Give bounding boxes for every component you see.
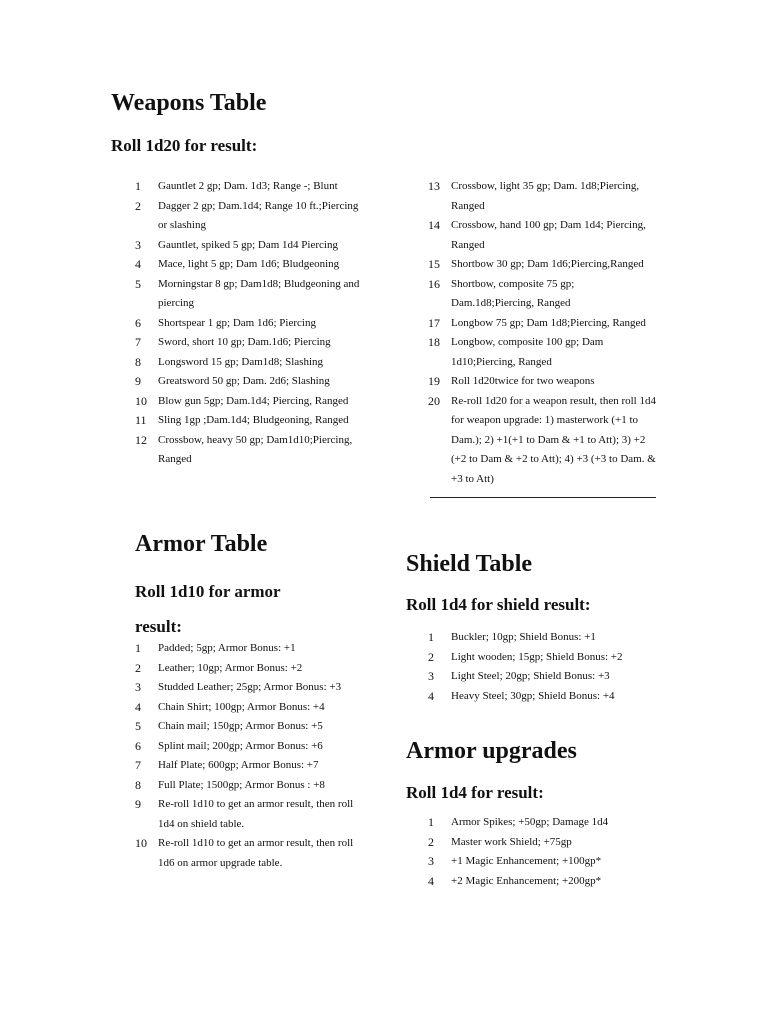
list-item (135, 333, 365, 353)
list-item (135, 795, 365, 834)
weapons-list-right (428, 177, 656, 489)
item-number: 11 (135, 413, 147, 427)
item-number: 5 (135, 719, 141, 733)
item-number: 10 (135, 393, 147, 408)
item-number: 4 (135, 257, 141, 271)
item-number: 2 (135, 660, 141, 675)
item-text: Full Plate; 1500gp; Armor Bonus : +8 (158, 778, 325, 791)
list-item (135, 776, 365, 796)
item-number: 8 (135, 354, 141, 369)
item-number: 8 (135, 777, 141, 792)
item-number: 7 (135, 335, 141, 349)
list-item (135, 717, 365, 737)
item-number: 17 (428, 315, 440, 330)
item-number: 3 (135, 680, 141, 694)
item-text: Chain Shirt; 100gp; Armor Bonus: +4 (158, 700, 325, 713)
item-text: Studded Leather; 25gp; Armor Bonus: +3 (158, 681, 342, 693)
item-text: Chain mail; 150gp; Armor Bonus: +5 (158, 720, 323, 732)
item-text: Armor Spikes; +50gp; Damage 1d4 (451, 816, 609, 828)
list-item (428, 333, 656, 372)
item-text: Crossbow, light 35 gp; Dam. 1d8;Piercing, Ranged (451, 180, 640, 212)
item-text: Sword, short 10 gp; Dam.1d6; Piercing (158, 336, 331, 348)
list-item (135, 659, 365, 679)
list-item (428, 255, 656, 275)
item-text: +1 Magic Enhancement; +100gp* (451, 855, 602, 867)
list-item (135, 372, 365, 392)
item-text: Blow gun 5gp; Dam.1d4; Piercing, Ranged (158, 394, 349, 407)
list-item (135, 756, 365, 776)
weapons-subtitle: Roll 1d20 for result: (111, 136, 258, 155)
item-number: 1 (135, 641, 141, 655)
item-text: Re-roll 1d10 to get an armor result, then roll 1d4 on shield table. (158, 798, 354, 830)
item-text: Shortbow, composite 75 gp; Dam.1d8;Piercing, Ranged (451, 277, 575, 309)
item-number: 2 (428, 649, 434, 664)
item-number: 16 (428, 276, 440, 291)
list-item (135, 314, 365, 334)
item-text: Shortspear 1 gp; Dam 1d6; Piercing (158, 316, 316, 329)
item-text: Shortbow 30 gp; Dam 1d6;Piercing,Ranged (451, 258, 644, 270)
armor-subtitle-line2: result: (135, 617, 182, 636)
list-item (135, 275, 365, 314)
item-text: Heavy Steel; 30gp; Shield Bonus: +4 (451, 689, 615, 702)
list-item (135, 411, 365, 431)
item-text: Mace, light 5 gp; Dam 1d6; Bludgeoning (158, 258, 340, 270)
item-text: Longbow 75 gp; Dam 1d8;Piercing, Ranged (451, 316, 646, 329)
item-number: 4 (428, 873, 434, 888)
item-number: 14 (428, 218, 440, 232)
armor-subtitle-line1: Roll 1d10 for armor (135, 582, 281, 601)
item-text: Morningstar 8 gp; Dam1d8; Bludgeoning and piercing (158, 277, 360, 309)
shield-list (428, 628, 668, 706)
item-text: Longbow, composite 100 gp; Dam 1d10;Piercing, Ranged (451, 336, 604, 368)
shield-subtitle: Roll 1d4 for shield result: (406, 595, 591, 614)
item-text: Half Plate; 600gp; Armor Bonus: +7 (158, 759, 319, 771)
list-item (135, 698, 365, 718)
item-number: 18 (428, 335, 440, 349)
shield-title: Shield Table (406, 551, 533, 577)
list-item (428, 216, 656, 255)
list-item (135, 236, 365, 256)
item-number: 7 (135, 758, 141, 772)
item-text: Re-roll 1d10 to get an armor result, then roll 1d6 on armor upgrade table. (158, 837, 354, 869)
item-number: 10 (135, 836, 147, 850)
item-number: 6 (135, 315, 141, 330)
armor-list (135, 639, 365, 873)
list-item (135, 737, 365, 757)
list-item (135, 353, 365, 373)
armor-subtitle (135, 574, 281, 644)
list-item (428, 833, 668, 853)
item-number: 15 (428, 257, 440, 271)
list-item (428, 852, 668, 872)
list-item (135, 255, 365, 275)
item-text: Light wooden; 15gp; Shield Bonus: +2 (451, 650, 623, 663)
item-number: 1 (428, 815, 434, 829)
item-text: Roll 1d20twice for two weapons (451, 375, 595, 387)
list-item (135, 177, 365, 197)
item-text: Re-roll 1d20 for a weapon result, then roll 1d4 for weapon upgrade: 1) masterwork (+1 to Dam.); 2) +1(+1 to Dam & +1 to Att); 3) +2 (+2 to Dam & +2 to Att); 4) +3 (+3 to Dam. & +3 to Att) (451, 394, 656, 485)
weapons-title: Weapons Table (111, 90, 267, 116)
item-text: Leather; 10gp; Armor Bonus: +2 (158, 661, 303, 674)
list-item (135, 678, 365, 698)
list-item (135, 197, 365, 236)
list-item (428, 687, 668, 707)
list-item (428, 392, 656, 490)
item-text: Gauntlet 2 gp; Dam. 1d3; Range -; Blunt (158, 180, 338, 192)
item-text: Light Steel; 20gp; Shield Bonus: +3 (451, 670, 610, 682)
item-number: 19 (428, 374, 440, 388)
item-number: 2 (428, 834, 434, 849)
item-number: 3 (428, 669, 434, 683)
item-text: Master work Shield; +75gp (451, 835, 572, 848)
list-item (135, 431, 365, 470)
item-text: Greatsword 50 gp; Dam. 2d6; Slashing (158, 375, 330, 387)
upgrades-list (428, 813, 668, 891)
list-item (428, 314, 656, 334)
list-item (428, 872, 668, 892)
list-item (428, 372, 656, 392)
list-item (428, 648, 668, 668)
item-number: 6 (135, 738, 141, 753)
item-text: Sling 1gp ;Dam.1d4; Bludgeoning, Ranged (158, 414, 349, 426)
list-item (135, 639, 365, 659)
item-number: 3 (135, 237, 141, 252)
item-number: 4 (135, 699, 141, 714)
item-number: 2 (135, 198, 141, 213)
item-text: Buckler; 10gp; Shield Bonus: +1 (451, 631, 596, 643)
item-text: Crossbow, heavy 50 gp; Dam1d10;Piercing, Ranged (158, 433, 353, 465)
item-number: 9 (135, 374, 141, 388)
item-text: Longsword 15 gp; Dam1d8; Slashing (158, 355, 323, 368)
item-text: Padded; 5gp; Armor Bonus: +1 (158, 642, 296, 654)
weapons-table-rule (430, 497, 656, 498)
item-text: Crossbow, hand 100 gp; Dam 1d4; Piercing, Ranged (451, 219, 646, 251)
item-number: 1 (135, 179, 141, 193)
list-item (428, 813, 668, 833)
item-text: Splint mail; 200gp; Armor Bonus: +6 (158, 739, 323, 752)
armor-title: Armor Table (135, 531, 268, 557)
item-number: 3 (428, 854, 434, 868)
item-number: 9 (135, 797, 141, 811)
item-text: +2 Magic Enhancement; +200gp* (451, 874, 602, 887)
item-number: 4 (428, 688, 434, 703)
item-number: 12 (135, 432, 147, 447)
item-number: 5 (135, 276, 141, 291)
item-number: 20 (428, 393, 440, 408)
item-number: 13 (428, 179, 440, 193)
upgrades-title: Armor upgrades (406, 738, 577, 764)
list-item (135, 392, 365, 412)
list-item (428, 667, 668, 687)
list-item (428, 275, 656, 314)
upgrades-subtitle: Roll 1d4 for result: (406, 783, 544, 802)
list-item (428, 177, 656, 216)
item-text: Gauntlet, spiked 5 gp; Dam 1d4 Piercing (158, 238, 338, 251)
list-item (135, 834, 365, 873)
item-number: 1 (428, 630, 434, 644)
weapons-list-left (135, 177, 365, 470)
list-item (428, 628, 668, 648)
item-text: Dagger 2 gp; Dam.1d4; Range 10 ft.;Piercing or slashing (158, 199, 359, 231)
